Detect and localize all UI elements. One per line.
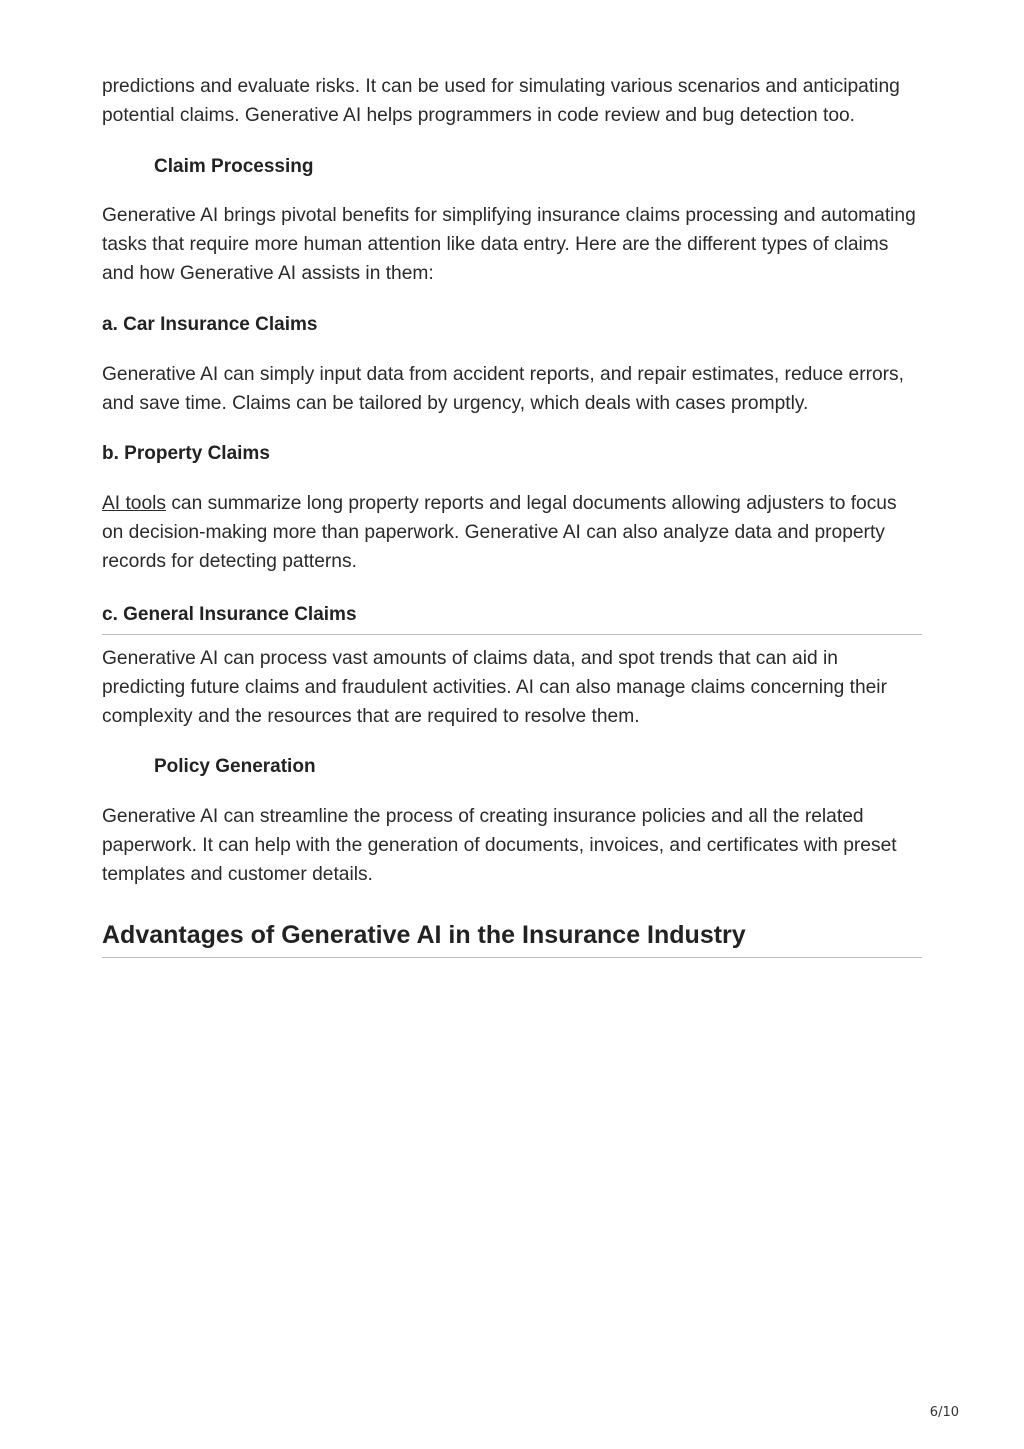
ai-tools-link[interactable]: AI tools xyxy=(102,493,166,514)
car-claims-paragraph: Generative AI can simply input data from accident reports, and repair estimates, reduce errors, and save time. Claims can be tailored by urgency, which deals with cases promptly. xyxy=(102,364,904,414)
advantages-heading: Advantages of Generative AI in the Insurance Industry xyxy=(102,919,922,958)
property-claims-text: can summarize long property reports and legal documents allowing adjusters to focus on decision-making more than paperwork. Generative AI can also analyze data and property records for detecting patterns. xyxy=(102,493,897,572)
property-claims-heading: b. Property Claims xyxy=(102,443,270,464)
intro-paragraph: predictions and evaluate risks. It can be used for simulating various scenarios and anticipating potential claims. Generative AI helps programmers in code review and bug detection too. xyxy=(102,76,900,126)
property-claims-paragraph xyxy=(102,489,922,576)
claim-processing-heading: Claim Processing xyxy=(154,156,314,177)
article-content xyxy=(102,72,922,958)
page-number: 6/10 xyxy=(929,1405,959,1420)
car-claims-heading: a. Car Insurance Claims xyxy=(102,314,318,335)
claim-processing-paragraph: Generative AI brings pivotal benefits for simplifying insurance claims processing and automating tasks that require more human attention like data entry. Here are the different types of claims and how Generative AI assists in them: xyxy=(102,205,916,284)
policy-generation-paragraph: Generative AI can streamline the process of creating insurance policies and all the related paperwork. It can help with the generation of documents, invoices, and certificates with preset templates and customer details. xyxy=(102,806,897,885)
general-claims-paragraph: Generative AI can process vast amounts of claims data, and spot trends that can aid in predicting future claims and fraudulent activities. AI can also manage claims concerning their complexity and the resources that are required to resolve them. xyxy=(102,648,887,727)
policy-generation-heading: Policy Generation xyxy=(154,756,316,777)
general-claims-heading: c. General Insurance Claims xyxy=(102,603,922,635)
